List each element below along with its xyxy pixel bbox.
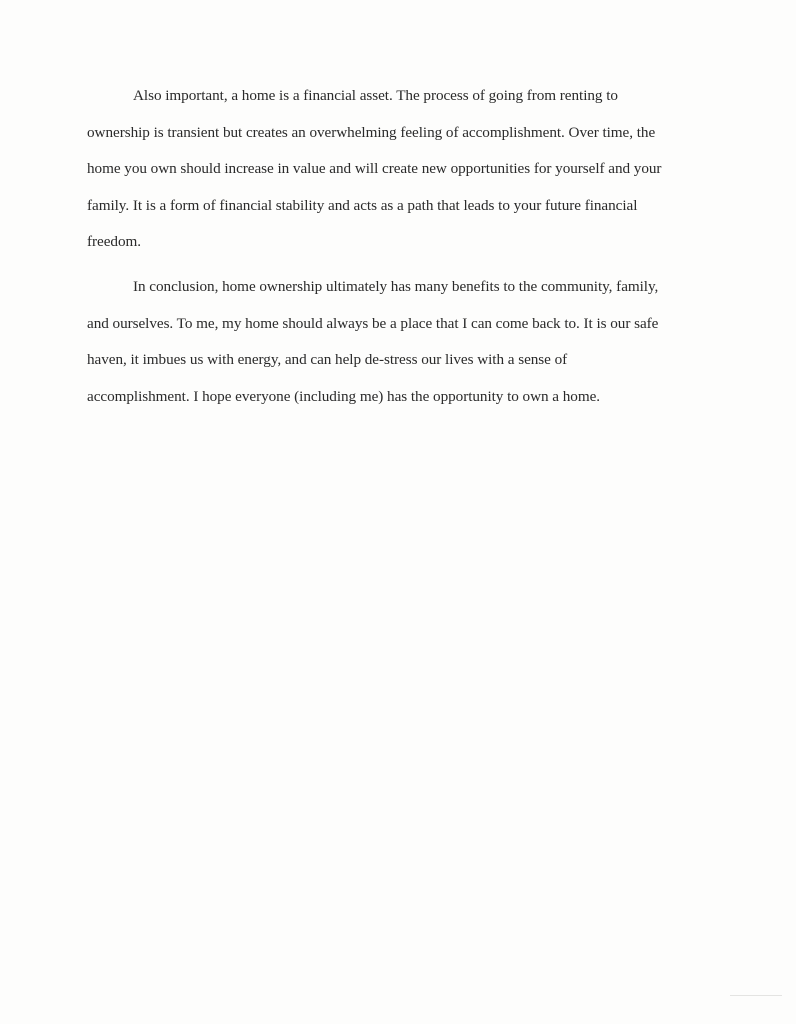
text-line: home you own should increase in value and will create new opportunities for yourself and your <box>87 160 662 177</box>
text-line: accomplishment. I hope everyone (including me) has the opportunity to own a home. <box>87 387 601 405</box>
text-line: ownership is transient but creates an overwhelming feeling of accomplishment. Over time, the <box>87 123 656 141</box>
text-line: In conclusion, home ownership ultimately has many benefits to the community, family, <box>133 278 659 295</box>
text-line: and ourselves. To me, my home should always be a place that I can come back to. It is our safe <box>87 314 659 332</box>
document-body <box>87 78 717 415</box>
text-line: haven, it imbues us with energy, and can help de-stress our lives with a sense of <box>87 351 568 368</box>
text-line: freedom. <box>87 233 141 250</box>
paragraph-conclusion <box>87 269 717 415</box>
paragraph-financial-asset <box>87 78 717 261</box>
text-line: Also important, a home is a financial asset. The process of going from renting to <box>133 87 618 104</box>
scan-artifact-line <box>730 995 782 996</box>
text-line: family. It is a form of financial stability and acts as a path that leads to your future financial <box>87 196 638 214</box>
